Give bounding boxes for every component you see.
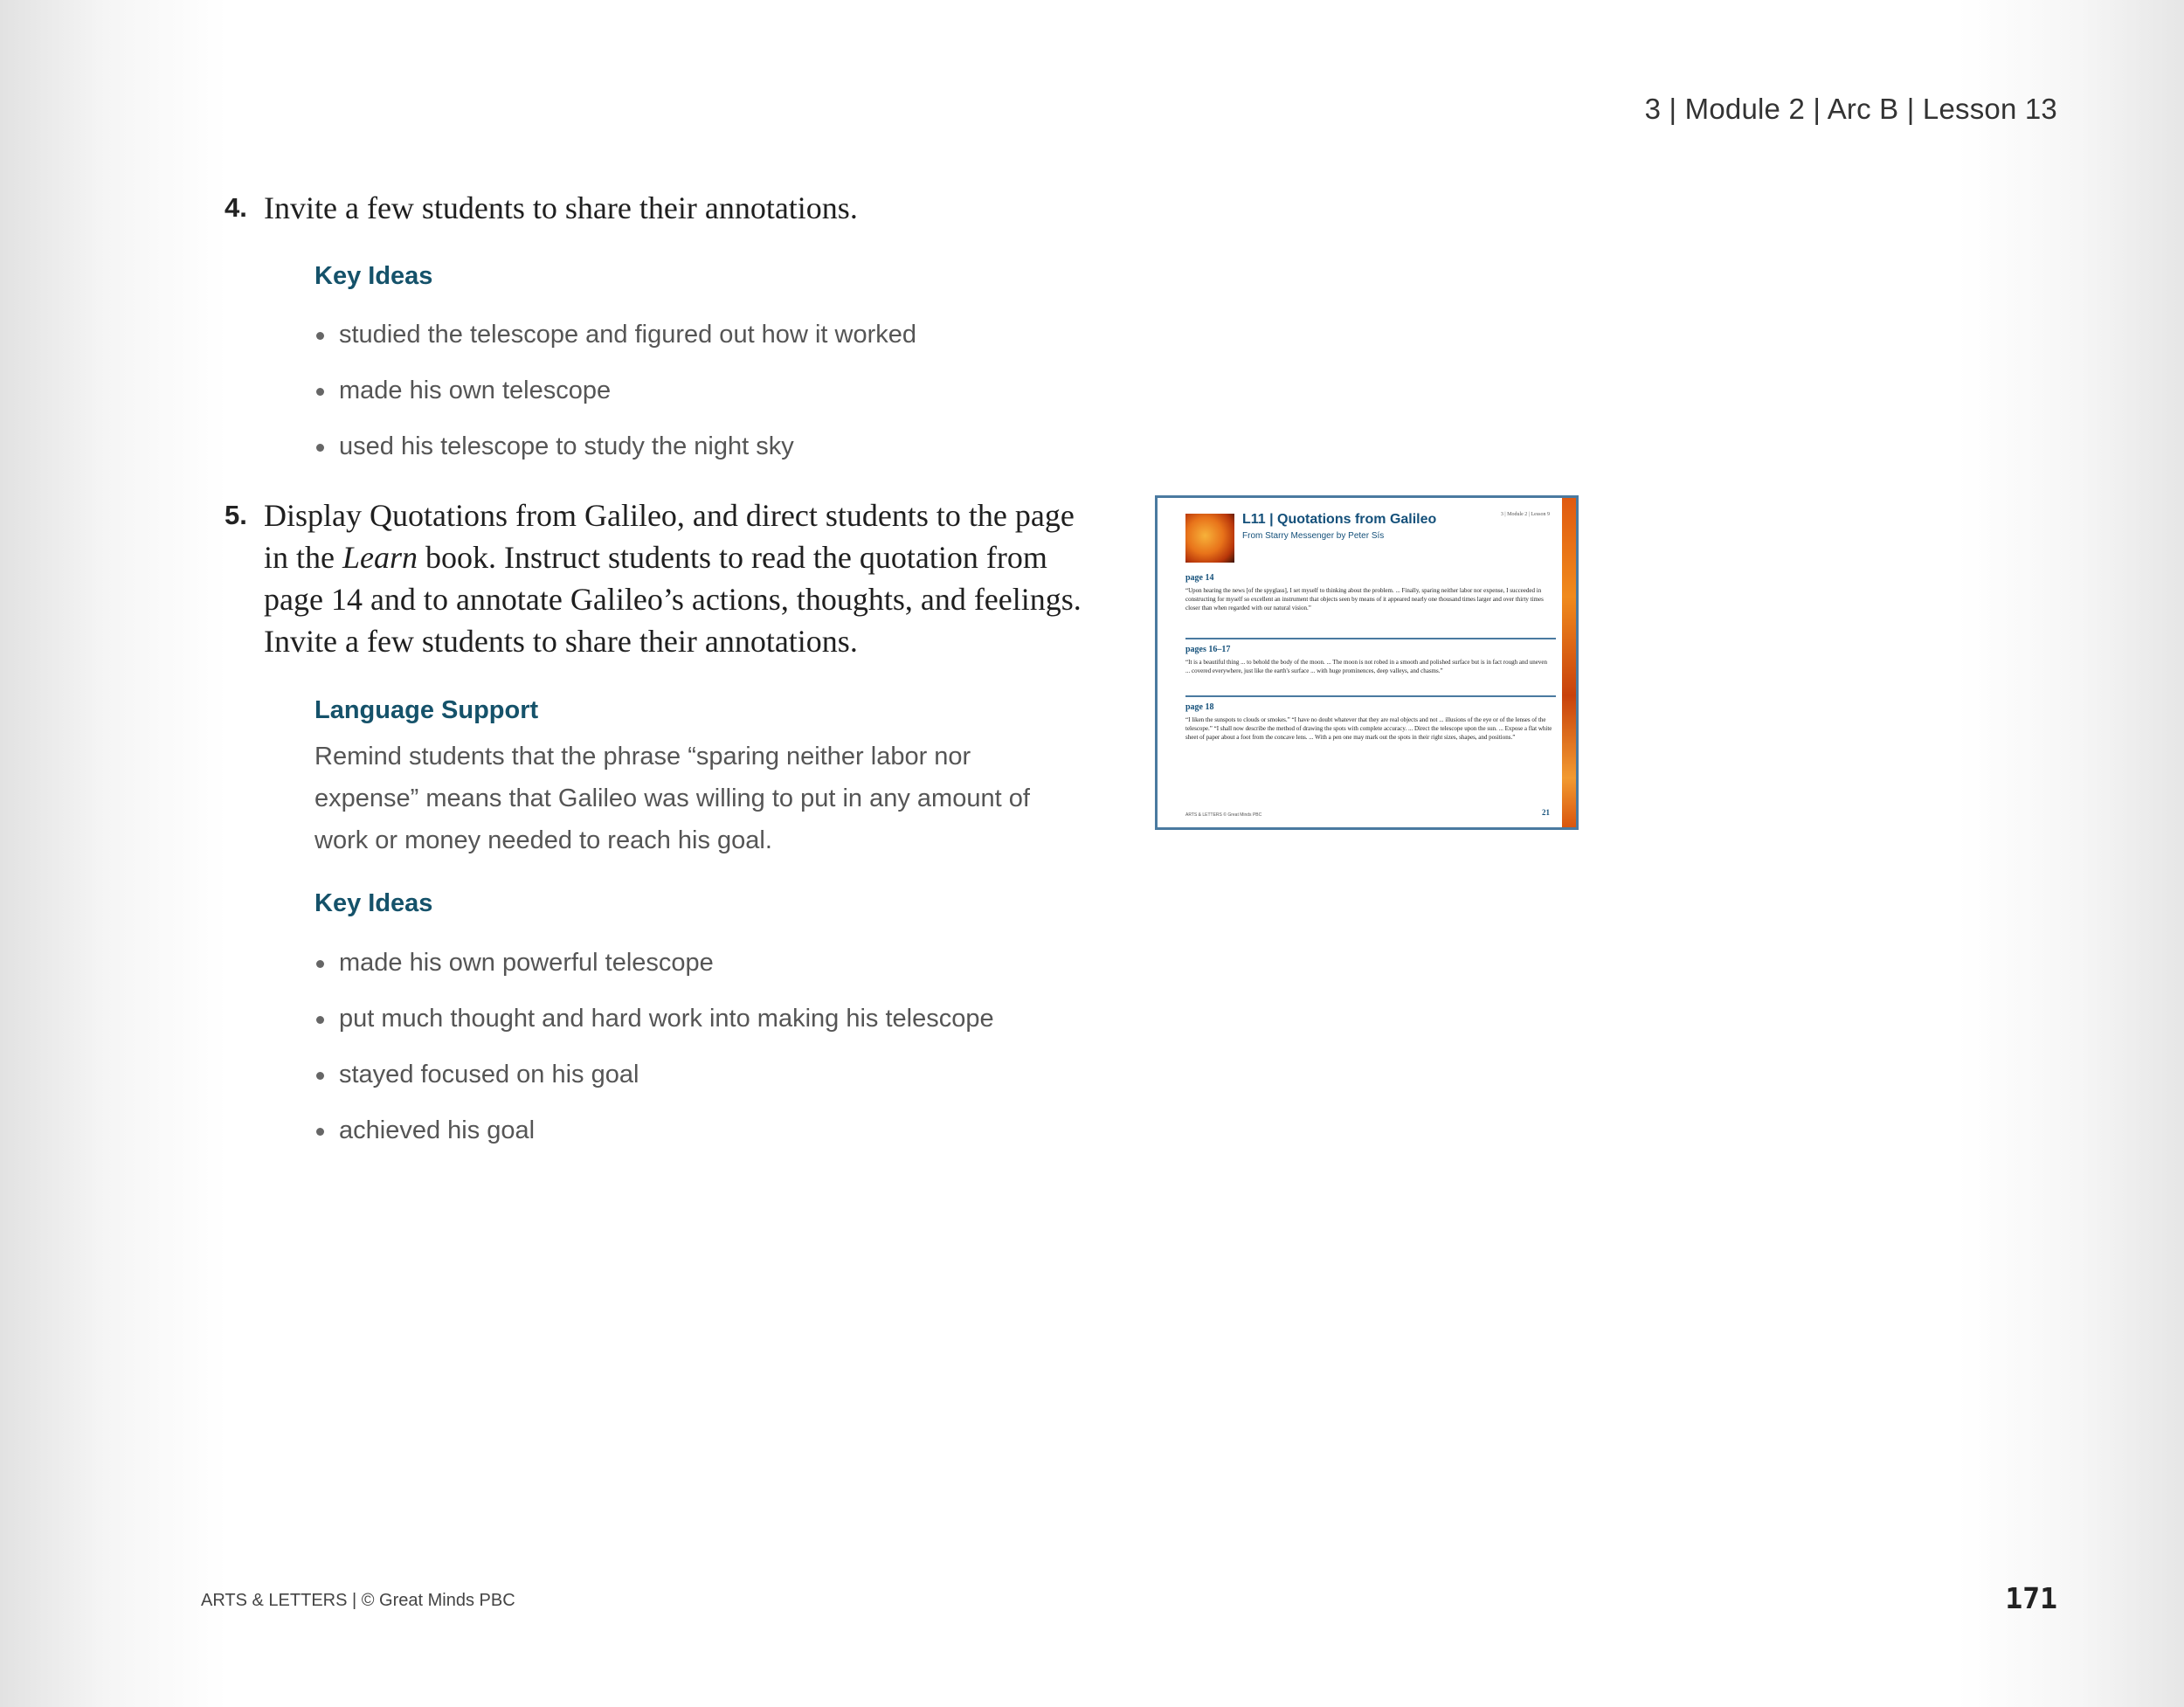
step-number: 4. <box>225 192 247 223</box>
handout-thumbnail[interactable] <box>1155 495 1579 830</box>
step-text-line: Invite a few students to share their annotations. <box>264 624 858 659</box>
list-item <box>314 1001 994 1057</box>
key-ideas-list <box>314 945 994 1169</box>
list-item <box>314 945 994 1001</box>
text-span: in the <box>264 540 342 575</box>
bullet-icon <box>316 960 324 968</box>
handout-page-number: 21 <box>1542 808 1550 817</box>
handout-section-heading: page 18 <box>1185 702 1214 712</box>
step-number: 5. <box>225 500 247 530</box>
divider <box>1185 638 1556 639</box>
step-text-line: Display Quotations from Galileo, and direct students to the page <box>264 498 1075 533</box>
list-item-text: studied the telescope and figured out how it worked <box>339 321 916 349</box>
language-support-heading: Language Support <box>314 696 539 724</box>
bullet-icon <box>316 1128 324 1136</box>
step-4 <box>225 187 1098 229</box>
list-item <box>314 1057 994 1113</box>
support-line: work or money needed to reach his goal. <box>314 826 772 854</box>
list-item <box>314 317 916 373</box>
key-ideas-heading: Key Ideas <box>314 262 433 290</box>
handout-section-heading: page 14 <box>1185 573 1214 583</box>
handout-tag: 3 | Module 2 | Lesson 9 <box>1500 512 1550 517</box>
key-ideas-list <box>314 317 916 485</box>
bullet-icon <box>316 444 324 452</box>
text-span: book. Instruct students to read the quotation from <box>418 540 1047 575</box>
language-support-text <box>314 736 1101 861</box>
list-item-text: made his own powerful telescope <box>339 949 714 977</box>
handout-section-text: “I liken the sunspots to clouds or smokes.” “I have no doubt whatever that they are real objects and not ... illusions of the eye or of the lenses of the telescope.” “I shall now describe the method of drawing the spots with complete accuracy. ... Direct the telescope upon the sun. ... Expose a flat white sheet of paper about a foot from the concave lens. ... With a pen one may mark out the spots in their right sizes, shapes, and positions.” <box>1185 716 1552 741</box>
handout-section-text: “It is a beautiful thing ... to behold the body of the moon. ... The moon is not robed in a smooth and polished surface but is in fact rough and uneven ... covered everywhere, just like the earth's surface ... with huge prominences, deep valleys, and chasms.” <box>1185 659 1547 674</box>
bullet-icon <box>316 1016 324 1024</box>
list-item <box>314 373 916 429</box>
list-item <box>314 1113 994 1169</box>
list-item-text: used his telescope to study the night sky <box>339 432 794 460</box>
step-text: Invite a few students to share their annotations. <box>264 190 858 225</box>
handout-section-text: “Upon hearing the news [of the spyglass], I set myself to thinking about the problem. ... Finally, sparing neither labor nor expense, I succeeded in constructing for myself so excellent an instrument that objects seen by means of it appeared nearly one thousand times larger and over thirty times closer than when regarded with our natural vision.” <box>1185 587 1544 612</box>
decorative-strip <box>1562 498 1576 827</box>
bullet-icon <box>316 332 324 340</box>
step-text-line: page 14 and to annotate Galileo’s actions, thoughts, and feelings. <box>264 582 1082 617</box>
support-line: Remind students that the phrase “sparing neither labor nor <box>314 743 971 771</box>
bullet-icon <box>316 1072 324 1080</box>
list-item-text: put much thought and hard work into making his telescope <box>339 1005 994 1033</box>
list-item <box>314 429 916 485</box>
bullet-icon <box>316 388 324 396</box>
handout-subtitle: From Starry Messenger by Peter Sís <box>1242 531 1385 541</box>
list-item-text: made his own telescope <box>339 377 612 404</box>
list-item-text: achieved his goal <box>339 1116 536 1144</box>
book-title: Learn <box>342 540 418 575</box>
footer-copyright: ARTS & LETTERS | © Great Minds PBC <box>201 1591 515 1610</box>
key-ideas-heading: Key Ideas <box>314 889 433 917</box>
sun-image <box>1185 514 1234 563</box>
list-item-text: stayed focused on his goal <box>339 1061 639 1088</box>
handout-title: L11 | Quotations from Galileo <box>1242 512 1437 527</box>
handout-footer: ARTS & LETTERS © Great Minds PBC <box>1185 812 1262 818</box>
divider <box>1185 695 1556 697</box>
support-line: expense” means that Galileo was willing to put in any amount of <box>314 784 1030 812</box>
step-text <box>264 494 1098 662</box>
step-5 <box>225 494 1098 662</box>
lesson-breadcrumb: 3 | Module 2 | Arc B | Lesson 13 <box>1644 93 2057 125</box>
step-text-line <box>264 536 1098 578</box>
page-number: 171 <box>2005 1581 2057 1615</box>
handout-section-heading: pages 16–17 <box>1185 645 1231 654</box>
